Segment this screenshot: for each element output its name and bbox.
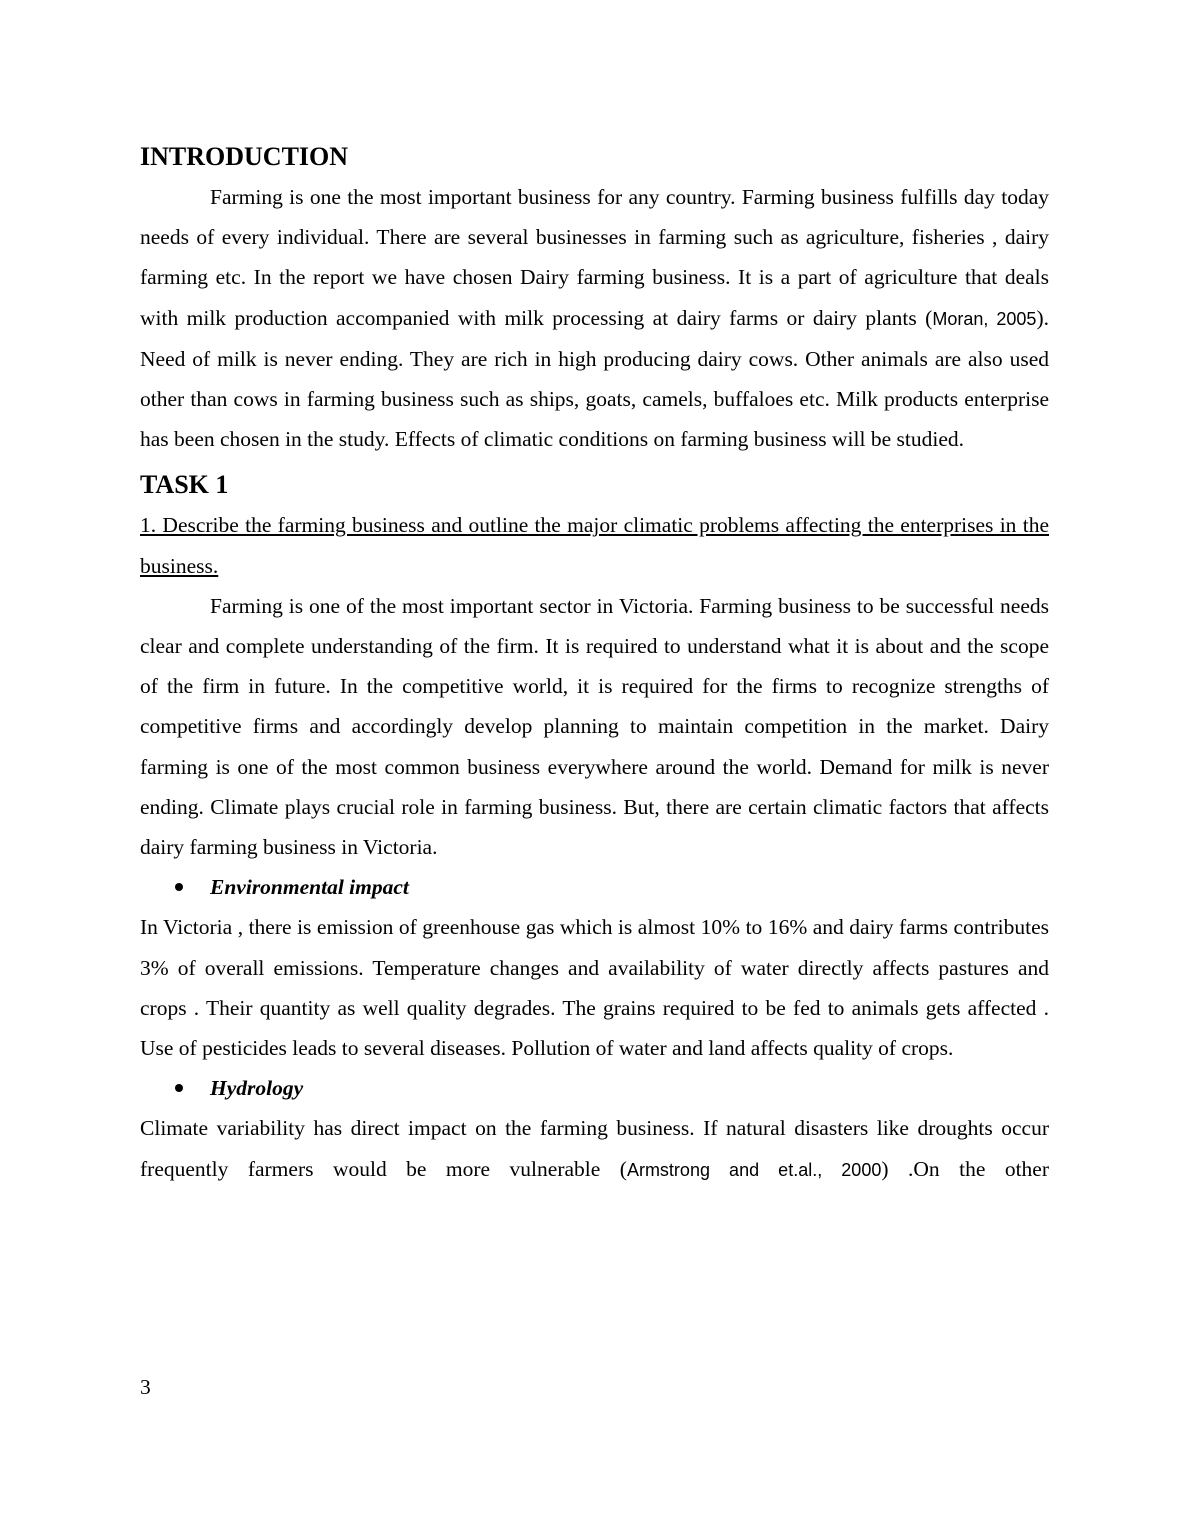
hydrology-text-part-2: ) .On the other <box>881 1156 1049 1181</box>
environmental-impact-paragraph: In Victoria , there is emission of greenhouse gas which is almost 10% to 16% and dairy farms contributes 3% of overall emissions. Temperature changes and availability of water directly affects pastures and crops . Their quantity as well quality degrades. The grains required to be fed to animals gets affected . Use of pesticides leads to several diseases. Pollution of water and land affects quality of crops. <box>140 915 1049 1061</box>
task1-paragraph-1: Farming is one of the most important sector in Victoria. Farming business to be successful needs clear and complete understanding of the firm. It is required to understand what it is about and the scope of the firm in future. In the competitive world, it is required for the firms to recognize strengths of competitive firms and accordingly develop planning to maintain competition in the market. Dairy farming is one of the most common business everywhere around the world. Demand for milk is never ending. Climate plays crucial role in farming business. But, there are certain climatic factors that affects dairy farming business in Victoria. <box>140 593 1049 860</box>
page-number: 3 <box>140 1375 151 1399</box>
bullet-environmental-impact <box>140 867 1049 907</box>
citation-armstrong: Armstrong and et.al., 2000 <box>626 1159 882 1180</box>
task1-question: 1. Describe the farming business and outline the major climatic problems affecting the enterprises in the business. <box>140 513 1049 578</box>
intro-text-part-1: Farming is one the most important business for any country. Farming business fulfills day today needs of every individual. There are several businesses in farming such as agriculture, fisheries , dairy farming etc. In the report we have chosen Dairy farming business. It is a part of agriculture that deals with milk production accompanied with milk processing at dairy farms or dairy plants ( <box>140 185 1049 330</box>
bullet-label: Hydrology <box>210 1076 304 1101</box>
hydrology-paragraph <box>140 1108 1049 1189</box>
introduction-heading: INTRODUCTION <box>140 142 349 171</box>
bullet-dot-icon <box>175 1084 183 1092</box>
hydrology-text-part-1: Climate variability has direct impact on the farming business. If natural disasters like droughts occur frequently farmers would be more vulnerable ( <box>140 1116 1049 1181</box>
document-page <box>140 138 1049 1190</box>
task1-heading: TASK 1 <box>140 470 229 500</box>
bullet-dot-icon <box>175 883 183 891</box>
introduction-paragraph <box>140 177 1049 459</box>
citation-moran: Moran, 2005 <box>932 308 1037 329</box>
bullet-label: Environmental impact <box>210 875 409 900</box>
intro-text-part-2: ). Need of milk is never ending. They are rich in high producing dairy cows. Other animals are also used other than cows in farming business such as ships, goats, camels, buffaloes etc. Milk products enterprise has been chosen in the study. Effects of climatic conditions on farming business will be studied. <box>140 305 1049 452</box>
bullet-hydrology <box>140 1068 1049 1108</box>
